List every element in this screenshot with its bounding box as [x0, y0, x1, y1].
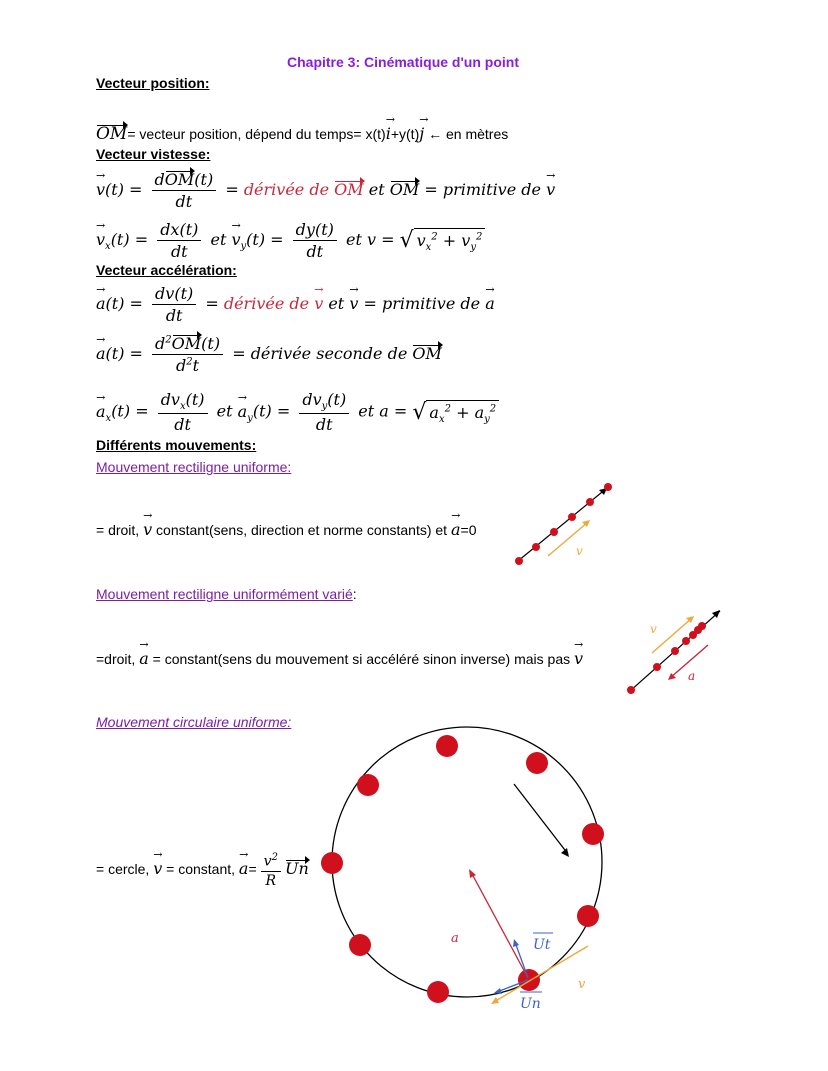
position-text3: ← en mètres: [424, 126, 509, 142]
vy-t: (t) =: [246, 230, 284, 249]
vy-symbol: v →: [231, 230, 240, 249]
eq-a: =: [205, 294, 219, 313]
v-t: (t) =: [105, 180, 143, 199]
om-red: OM: [334, 180, 364, 199]
mruv-dot-2: [653, 663, 661, 671]
mruv-diagram: [620, 603, 730, 698]
derivee-a: dérivée de: [223, 294, 310, 313]
om-acc-2: OM: [412, 344, 442, 363]
ax-symbol: a →: [96, 402, 106, 421]
mcu-diagram: [310, 730, 620, 1020]
dy-t: (t): [314, 220, 334, 239]
seconde-text: dérivée seconde de: [250, 344, 408, 363]
dx-symbol: dx: [160, 220, 180, 239]
a-t-2: (t) =: [105, 344, 143, 363]
y-sub: y: [240, 241, 247, 253]
vx-symbol: v →: [96, 230, 105, 249]
ay-symbol: a →: [238, 402, 248, 421]
mruv-text2: = constant(sens du mouvement si accéléré sinon inverse) mais pas: [148, 651, 571, 667]
mruv-v: v →: [574, 649, 583, 668]
dt-6: dt: [315, 415, 333, 435]
primitive-text: = primitive de: [424, 180, 541, 199]
plus-a: +: [456, 402, 470, 422]
heading-position: Vecteur position:: [96, 75, 210, 91]
om-vector: OM: [96, 124, 128, 144]
i-vector: i →: [386, 124, 391, 143]
mcu-label: Mouvement circulaire uniforme:: [96, 714, 292, 730]
sqrt-a: √ $a_x^2 + a_y^2$: [412, 400, 499, 425]
vitesse-eq1: [96, 170, 555, 211]
vy2: v: [461, 230, 471, 250]
mru-dot-1: [515, 557, 523, 565]
acc-eq1: [96, 284, 495, 325]
a-symbol-3: a →: [96, 344, 106, 363]
ax-sub: x: [105, 412, 112, 424]
et-text: et: [368, 180, 385, 199]
mru-dot-4: [568, 513, 576, 521]
mcu-dot-8: [321, 852, 343, 874]
d2t-exp: 2: [186, 356, 193, 368]
mruv-v-arrow: [652, 618, 692, 653]
dt-3: dt: [306, 242, 324, 261]
un-vector: Un: [284, 859, 309, 879]
dvy-t: (t): [327, 390, 347, 409]
position-text1: = vecteur position, dépend du temps= x(t): [127, 126, 386, 142]
d-symbol: d: [154, 170, 165, 189]
vx2: v: [416, 230, 426, 250]
v-symbol: v →: [96, 180, 105, 199]
eq-symbol: =: [225, 180, 239, 199]
ay-t: (t) =: [252, 401, 291, 421]
mruv-text: [96, 649, 583, 668]
mruv-label-row: [96, 586, 357, 602]
mcu-dot-6: [427, 981, 449, 1003]
ax2: a: [429, 402, 439, 422]
mcu-dot-5: [518, 969, 540, 991]
mru-text1: = droit,: [96, 522, 140, 538]
position-line: [96, 124, 508, 144]
mcu-dot-2: [526, 752, 548, 774]
position-text2: +y(t): [390, 126, 420, 142]
mcu-a-head: [469, 869, 476, 878]
dy-symbol: dy: [295, 220, 315, 239]
d2om-fraction: [152, 334, 223, 375]
mcu-a: a →: [239, 859, 249, 878]
dt-4: dt: [165, 306, 183, 325]
d2-symbol: d: [155, 334, 166, 353]
ax-t: (t) =: [111, 401, 149, 421]
sqrt-v: √ $v_x^2 + v_y^2$: [400, 228, 486, 253]
om-acc: OM: [171, 334, 202, 353]
t-symbol: (t): [194, 170, 214, 189]
etv-text: et v =: [345, 230, 395, 249]
derivee-text: dérivée de: [243, 180, 330, 199]
mcu-text: [96, 852, 309, 889]
d2-exp: 2: [165, 334, 172, 346]
page-title: Chapitre 3: Cinématique d'un point: [287, 54, 519, 70]
mruv-label: Mouvement rectiligne uniformément varié: [96, 586, 353, 602]
mcu-dot-7: [349, 934, 371, 956]
mcu-v-label: v: [578, 977, 586, 992]
mcu-text3: =: [248, 861, 257, 878]
v2r-fraction: [261, 852, 281, 889]
mcu-dot-4: [577, 905, 599, 927]
dx-t: (t): [179, 220, 199, 239]
mru-dot-3: [550, 528, 558, 536]
vx-t: (t) =: [110, 230, 149, 249]
mru-v-label: v: [576, 544, 583, 558]
ay-sub: y: [247, 412, 253, 424]
dom-fraction: [152, 170, 217, 211]
acc-eq3: [96, 390, 499, 434]
mcu-dot-1: [436, 735, 458, 757]
mruv-text1: =droit,: [96, 651, 136, 667]
dt-5: dt: [174, 415, 191, 435]
dvx-symbol: dv: [160, 390, 180, 409]
v2-exp: 2: [271, 852, 278, 863]
mcu-a-arrow: [471, 872, 528, 978]
mruv-colon: :: [352, 586, 357, 602]
a-symbol: a →: [96, 294, 106, 313]
ay2: a: [474, 402, 485, 422]
dt-symbol: dt: [175, 192, 193, 211]
mruv-v-label: v: [650, 622, 657, 636]
mru-dot-2: [532, 543, 540, 551]
mru-text3: =0: [460, 522, 477, 538]
mru-text2: constant(sens, direction et norme constants) et: [152, 522, 448, 538]
d2t-t: t: [192, 356, 200, 375]
om-symbol-2: OM: [389, 180, 420, 199]
om-t: (t): [201, 334, 221, 353]
dvx-t: (t): [185, 390, 205, 409]
mru-line: [518, 488, 607, 561]
dx-fraction: [157, 220, 201, 261]
vitesse-eq2: [96, 220, 485, 261]
acc-eq2: [96, 334, 442, 375]
d2t-d: d: [176, 356, 187, 375]
heading-vitesse: Vecteur vistesse:: [96, 146, 211, 162]
mcu-un-label: Un: [520, 996, 541, 1012]
mru-diagram: [510, 480, 620, 570]
mcu-circle: [332, 727, 602, 997]
et-a-2: et: [216, 401, 233, 421]
dvy-fraction: $\frac{dv_y(t)}{dt}$: [299, 390, 349, 434]
mcu-black-arrow: [514, 784, 568, 854]
mru-dot-6: [604, 483, 612, 491]
mru-v: v →: [143, 520, 152, 539]
dt-2: dt: [170, 242, 188, 261]
mruv-dot-1: [627, 686, 635, 694]
mru-dot-5: [586, 498, 594, 506]
plus-v: +: [442, 230, 457, 250]
a-t: (t) =: [105, 294, 143, 313]
mru-a: a →: [451, 520, 461, 539]
mcu-v-arrow: [494, 946, 588, 1002]
j-vector: j →: [419, 124, 424, 143]
eta-text: et a =: [358, 401, 408, 421]
mcu-un-head: [494, 988, 502, 994]
heading-mouvements: Différents mouvements:: [96, 437, 257, 453]
dv-t: (t): [174, 284, 194, 303]
mcu-text1: = cercle,: [96, 861, 150, 878]
et-a: et: [328, 294, 345, 313]
dv-fraction: [152, 284, 196, 325]
x-sub: x: [105, 241, 111, 253]
mcu-v: v →: [153, 859, 162, 878]
mruv-dot-4: [682, 637, 690, 645]
mcu-text2: = constant,: [162, 861, 236, 878]
mruv-a-label: a: [688, 669, 696, 683]
mruv-a: a →: [139, 649, 149, 668]
om-symbol: OM: [164, 170, 195, 189]
dvy-symbol: dv: [302, 390, 322, 409]
v-symbol-2: v →: [546, 180, 555, 199]
dvx-fraction: $\frac{dv_x(t)}{dt}$: [158, 390, 208, 434]
mru-label: Mouvement rectiligne uniforme:: [96, 459, 292, 475]
mcu-ut-head: [513, 939, 519, 947]
v-symbol-3: v →: [349, 294, 358, 313]
dv-symbol: dv: [155, 284, 175, 303]
a-symbol-2: a →: [485, 294, 495, 313]
mruv-dot-7: [698, 622, 706, 630]
mcu-a-label: a: [451, 931, 459, 946]
eq-a-2: =: [232, 344, 246, 363]
heading-acceleration: Vecteur accélération:: [96, 262, 237, 278]
r-symbol: R: [265, 872, 277, 889]
mcu-dot-3: [582, 823, 604, 845]
mcu-ut-label: Ut: [533, 937, 551, 953]
v-red: v →: [314, 294, 323, 313]
dy-fraction: [293, 220, 337, 261]
mruv-dot-3: [671, 647, 679, 655]
mru-text: [96, 520, 476, 539]
et-2: et: [210, 230, 227, 249]
v2-symbol: v: [263, 853, 272, 870]
primitive-a: = primitive de: [363, 294, 481, 313]
mcu-dot-9: [357, 774, 379, 796]
